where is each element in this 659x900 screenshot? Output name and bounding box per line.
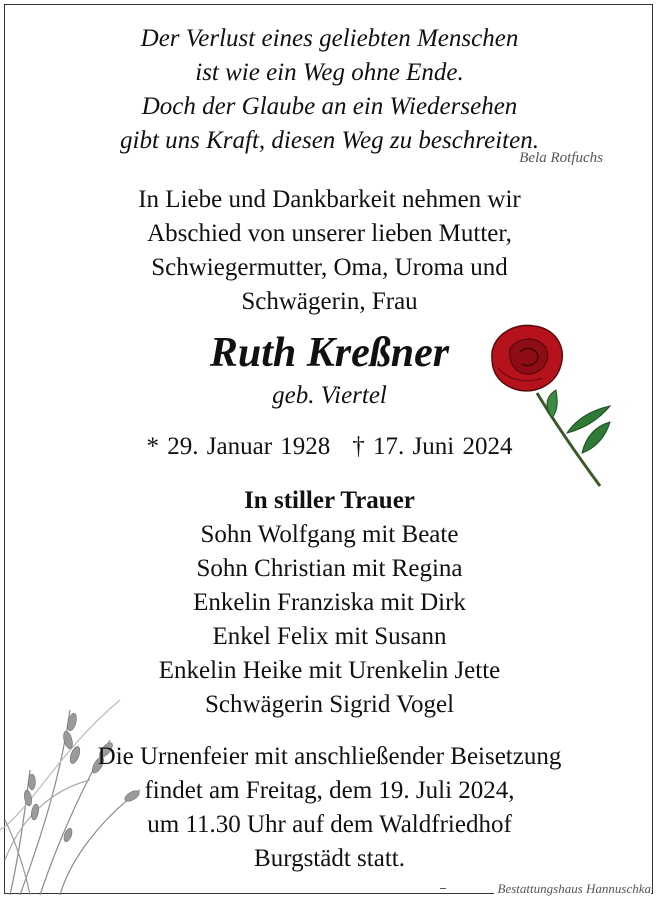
mourners-heading: In stiller Trauer: [244, 487, 415, 514]
maiden-name: geb. Viertel: [272, 382, 387, 409]
deceased-name: Ruth Kreßner: [209, 330, 450, 376]
funeral-line: Die Urnenfeier mit anschließender Beisetzung: [97, 743, 562, 770]
death-date: † 17. Juni 2024: [352, 433, 513, 460]
poem-line: gibt uns Kraft, diesen Weg zu beschreiten.: [120, 127, 539, 154]
intro-line: Schwiegermutter, Oma, Uroma und: [151, 254, 508, 281]
birth-date: * 29. Januar 1928: [146, 433, 331, 460]
funeral-line: Burgstädt statt.: [254, 845, 405, 872]
poem-author: Bela Rotfuchs: [519, 150, 603, 166]
mourner-line: Sohn Wolfgang mit Beate: [200, 521, 459, 548]
intro-line: Abschied von unserer lieben Mutter,: [147, 220, 512, 247]
funeral-home-credit: Bestattungshaus Hannuschka: [494, 881, 651, 897]
intro-line: In Liebe und Dankbarkeit nehmen wir: [138, 186, 521, 213]
mourner-line: Enkelin Franziska mit Dirk: [193, 589, 466, 616]
poem-line: Der Verlust eines geliebten Menschen: [140, 25, 519, 52]
funeral-line: findet am Freitag, dem 19. Juli 2024,: [144, 777, 515, 804]
funeral-line: um 11.30 Uhr auf dem Waldfriedhof: [147, 811, 512, 838]
poem: [0, 22, 659, 158]
mourners: [0, 484, 659, 722]
funeral-info: [0, 740, 659, 876]
footer-divider: [440, 888, 446, 889]
mourner-line: Schwägerin Sigrid Vogel: [204, 691, 455, 718]
mourner-line: Enkelin Heike mit Urenkelin Jette: [158, 657, 501, 684]
poem-line: ist wie ein Weg ohne Ende.: [195, 59, 464, 86]
poem-line: Doch der Glaube an ein Wiedersehen: [141, 93, 518, 120]
life-dates: [0, 433, 659, 461]
mourner-line: Sohn Christian mit Regina: [196, 555, 463, 582]
intro-line: Schwägerin, Frau: [241, 288, 418, 315]
mourner-line: Enkel Felix mit Susann: [212, 623, 447, 650]
intro-text: [0, 183, 659, 319]
